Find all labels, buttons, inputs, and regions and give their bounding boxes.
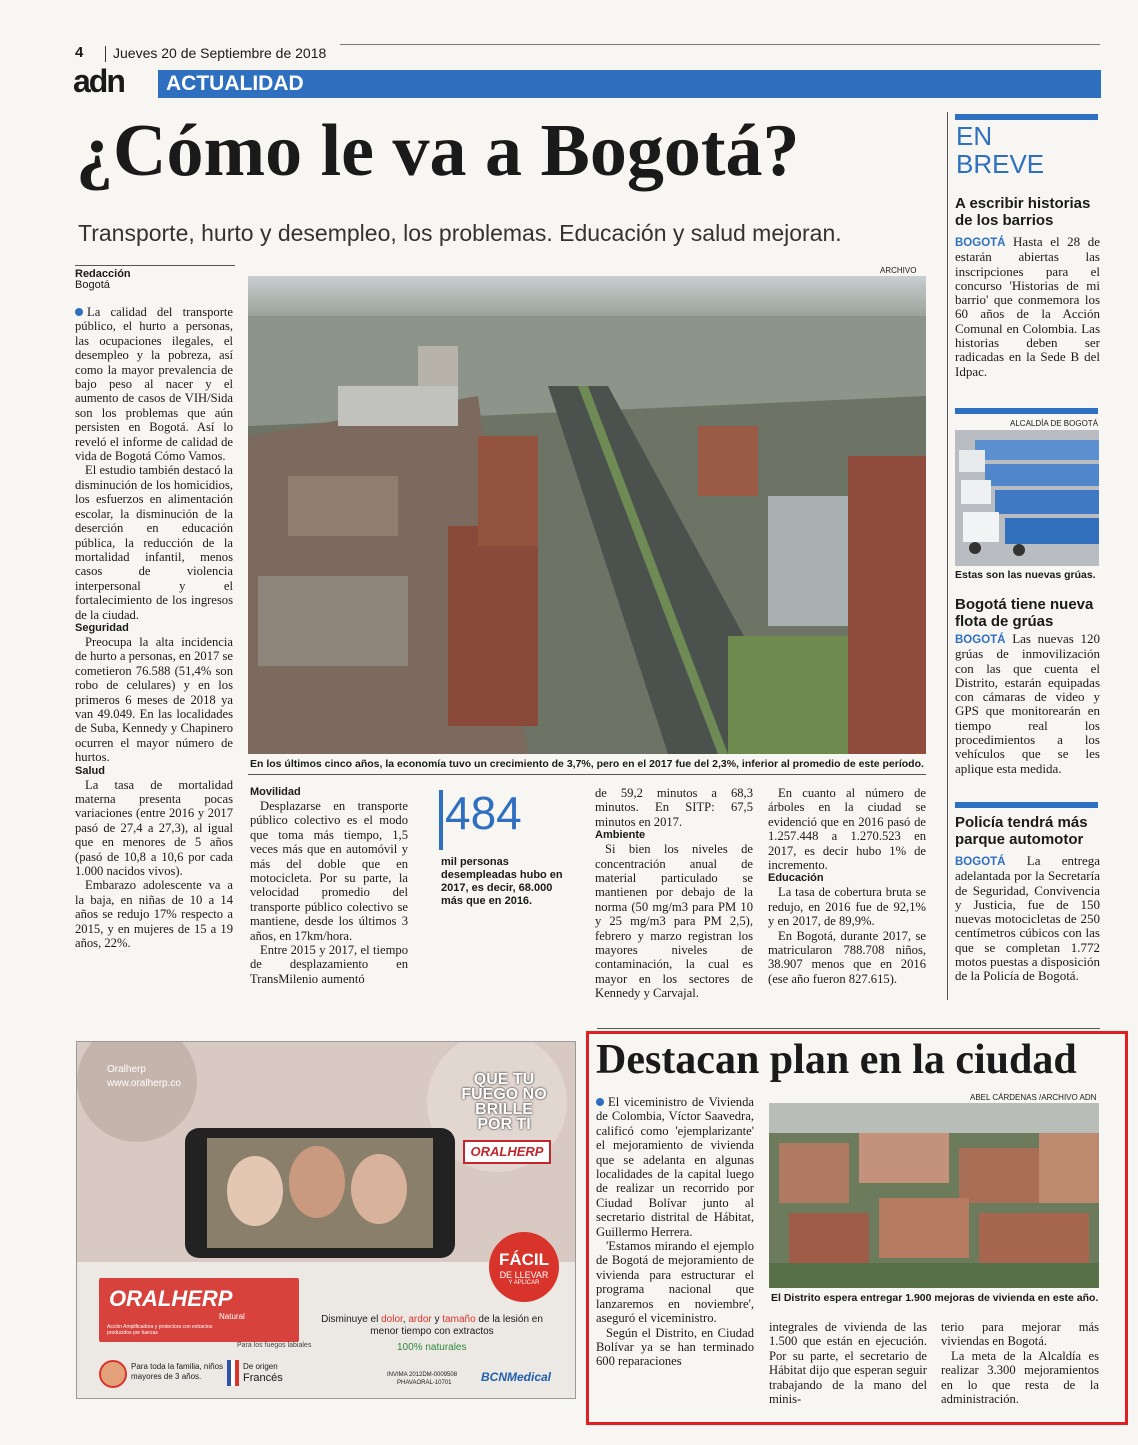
- family-icon: [99, 1360, 127, 1388]
- brief-photo-caption: Estas son las nuevas grúas.: [955, 569, 1096, 581]
- tow-trucks-photo: [955, 430, 1099, 566]
- brief-top-rule: [955, 114, 1098, 120]
- brief-title-breve: BREVE: [956, 149, 1045, 179]
- caption-rule: [248, 774, 926, 775]
- bullet-icon: [75, 308, 83, 316]
- ad-brand-tag: ORALHERP: [463, 1140, 551, 1164]
- plan-column-3: [941, 1320, 1099, 1406]
- brief-item-text: BOGOTÁ Las nuevas 120 grúas de inmovilización con las que cuenta el Distrito, estarán equipadas con cámaras de video y GPS que monitorearán en tiempo real los procedimientos a los vehículos que se les aplique esta medida.: [955, 631, 1100, 776]
- article-column-1: [75, 305, 233, 950]
- brief-item-3: [955, 814, 1100, 984]
- subheading-education: Educación: [768, 872, 824, 885]
- french-flag-icon: [227, 1360, 239, 1386]
- paragraph: El estudio también destacó la disminución de los homicidios, los esfuerzos en alimentación escolar, la disminución de la deserción en educación pública, la reducción de la mortalidad infantil, menos casos de violencia interpersonal y el fortalecimiento de los ingresos de la ciudad.: [75, 463, 233, 622]
- plan-photo-caption: El Distrito espera entregar 1.900 mejoras de vivienda en este año.: [771, 1292, 1099, 1304]
- box-brand: ORALHERP: [109, 1286, 233, 1311]
- ad-claim-natural: 100% naturales: [397, 1342, 467, 1353]
- photo-credit: ARCHIVO: [880, 266, 917, 275]
- article-column-4: [768, 786, 926, 986]
- subheading-environment: Ambiente: [595, 829, 646, 842]
- subheadline: Transporte, hurto y desempleo, los problemas. Educación y salud mejoran.: [78, 220, 842, 246]
- header-divider: [105, 46, 106, 62]
- tube-label: Para los fuegos labiales: [237, 1342, 312, 1349]
- brief-item-text: BOGOTÁ Hasta el 28 de estarán abiertas las inscripciones para el concurso 'Historias de mi barrio' que conmemora los 60 años de la Acción Comunal en Colombia. Las historias deben ser radicadas en la Sede B del Idpac.: [955, 234, 1100, 379]
- photo-caption: En los últimos cinco años, la economía tuvo un crecimiento de 3,7%, pero en el 2017 fue del 2,3%, inferior al promedio de este período.: [250, 758, 924, 770]
- page-title: ¿Cómo le va a Bogotá?: [76, 110, 800, 192]
- stat-number: 484: [445, 787, 522, 839]
- article-column-2: [250, 786, 408, 986]
- brief-photo-credit: ALCALDÍA DE BOGOTÁ: [1010, 419, 1099, 428]
- paragraph: Entre 2015 y 2017, el tiempo de desplazamiento en TransMilenio aumentó: [250, 943, 408, 986]
- subheading-health: Salud: [75, 764, 105, 777]
- invima-code: INVIMA 2012DM-0009508: [387, 1372, 458, 1378]
- plan-photo-credit: ABEL CÁRDENAS /ARCHIVO ADN: [970, 1093, 1097, 1102]
- subheading-mobility: Movilidad: [250, 786, 301, 798]
- article-column-3: [595, 786, 753, 1001]
- stat-accent-bar: [439, 790, 443, 850]
- paragraph: Preocupa la alta incidencia de hurto a personas, en 2017 se cometieron 76.588 (51,4% son robo de celulares) y en los primeros 6 meses de 2018 ya van 49.049. En las localidades de Suba, Kennedy y Chapinero ocurren el mayor número de hurtos.: [75, 634, 233, 765]
- byline: Redacción: [75, 265, 235, 280]
- phone-screen: [207, 1138, 433, 1248]
- stat-box: [425, 786, 577, 986]
- paragraph: 'Estamos mirando el ejemplo de Bogotá de mejoramiento de vivienda para estructurar el programa nacional que lanzaremos en noviembre', aseguró el viceministro.: [596, 1239, 754, 1326]
- adn-logo: adn: [73, 63, 124, 99]
- brief-item-text: BOGOTÁ La entrega adelantada por la Secretaría de Seguridad, Convivencia y Justicia, fue de 150 nuevas motocicletas de 250 centímetros cúbicos con las que se completan 1.772 motos puestas a disposición de la Policía de Bogotá.: [955, 853, 1101, 984]
- brief-title-en: EN: [956, 121, 993, 151]
- section-banner: ACTUALIDAD: [158, 70, 1101, 98]
- paragraph: La tasa de cobertura bruta se redujo, en 2016 fue de 92,1% y en 2017, de 89,9%.: [768, 885, 926, 929]
- paragraph: La calidad del transporte público, el hurto a personas, las ocupaciones ilegales, el desempleo y la pobreza, así como la mayor prevalencia de bajo peso al nacer y el aumento de casos de VIH/Sida son los problemas que aún persisten en Bogotá. Así lo reveló el informe de calidad de vida de Bogotá Cómo Vamos.: [75, 305, 233, 464]
- paragraph: Desplazarse en transporte público colectivo es el modo que toma más tiempo, 1,5 veces más que en automóvil y más del doble que en motocicleta. Por su parte, la velocidad promedio del transporte público colectivo se mantiene, desde los últimos 3 años, en 17km/hora.: [250, 799, 408, 943]
- family-text: Para toda la familia, niños mayores de 3 años.: [131, 1362, 224, 1381]
- product-box: [99, 1278, 299, 1342]
- ad-claim: Disminuye el dolor, ardor y tamaño de la lesión en menor tiempo con extractos: [321, 1314, 543, 1337]
- brief-item-title: Bogotá tiene nueva flota de grúas: [955, 596, 1094, 630]
- header-top-rule: [340, 44, 1100, 45]
- brief-item-2: [955, 596, 1100, 776]
- origin-country: Francés: [243, 1372, 283, 1384]
- plan-headline: Destacan plan en la ciudad: [596, 1037, 1077, 1083]
- paragraph: de 59,2 minutos a 68,3 minutos. En SITP: 67,5 minutos en 2017.: [595, 786, 753, 829]
- plan-column-2: [769, 1320, 927, 1406]
- oralherp-ad: [76, 1041, 576, 1399]
- brief-item-1: [955, 195, 1100, 379]
- paragraph: La tasa de mortalidad materna presenta pocas variaciones (entre 2016 y 2017 pasó de 27,4 a 27,3), al igual que en menores de 5 años (pasó de 10,8 a 10,6 por cada 1.000 nacidos vivos).: [75, 777, 233, 879]
- stat-description: mil personas desempleadas hubo en 2017, es decir, 68.000 más que en 2016.: [441, 856, 563, 907]
- social-handle: Oralherp: [107, 1064, 146, 1075]
- plan-column-1: [596, 1095, 754, 1369]
- phone-graphic: [185, 1128, 455, 1258]
- paragraph: terio para mejorar más viviendas en Bogotá.: [941, 1320, 1099, 1349]
- origin-label: De origen: [243, 1362, 278, 1371]
- plan-top-rule: [597, 1028, 1100, 1029]
- sidebar-divider: [947, 112, 948, 1000]
- ad-slogan: QUE TU FUEGO NO BRILLE POR TI: [461, 1071, 547, 1133]
- aerial-city-photo: [248, 276, 926, 754]
- social-url: www.oralherp.co: [107, 1078, 181, 1089]
- paragraph: Embarazo adolescente va a la baja, en niñas de 10 a 14 años se redujo 17% respecto a 2015, y en mujeres de 15 a 19 años, 22%.: [75, 878, 233, 951]
- box-subtitle: Natural: [219, 1312, 245, 1321]
- invima-code-2: PHAVAORAL-10701: [397, 1380, 452, 1386]
- bullet-icon: [596, 1098, 604, 1106]
- paragraph: El viceministro de Vivienda de Colombia, Víctor Saavedra, calificó como 'ejemplarizante' el mejoramiento de vivienda que se adelanta en algunas localidades de la capital luego de realizar un recorrido por Ciudad Bolívar junto al secretario distrital de Hábitat, Guillermo Herrera.: [596, 1095, 754, 1239]
- paragraph: integrales de vivienda de las 1.500 que están en ejecución. Por su parte, el secretario de Hábitat dijo que esperan seguir trabajando de la mano del minis-: [769, 1320, 927, 1407]
- paragraph: Según el Distrito, en Ciudad Bolívar ya se han terminado 600 reparaciones: [596, 1325, 754, 1369]
- brief-item-title: A escribir historias de los barrios: [955, 195, 1091, 229]
- dateline: Bogotá: [75, 279, 110, 291]
- paragraph: Si bien los niveles de concentración anual de material particulado se mantienen por debajo de la norma (50 mg/m3 para PM 10 y 25 mg/m3 para PM 2,5), febrero y marzo registran los mayores niveles de contaminación, la cual es mayor en los sectores de Kennedy y Carvajal.: [595, 842, 753, 1001]
- lab-logo: BCNMedical: [481, 1370, 552, 1384]
- paragraph: En Bogotá, durante 2017, se matricularon 788.708 niños, 38.907 menos que en 2016 (ese año fueron 827.615).: [768, 928, 926, 986]
- issue-date: Jueves 20 de Septiembre de 2018: [113, 45, 327, 61]
- paragraph: En cuanto al número de árboles en la ciudad se evidenció que en 2016 pasó de 1.257.448 a 1.270.523 en 2017, es decir hubo 1% de incremento.: [768, 786, 926, 873]
- subheading-security: Seguridad: [75, 621, 129, 634]
- easy-badge: FÁCIL DE LLEVAR Y APLICAR: [489, 1232, 559, 1302]
- housing-photo: [769, 1103, 1099, 1288]
- box-small-text: Acción Amplificadora y protectora con extractos producidos por fuerzas: [107, 1324, 213, 1336]
- brief-rule: [955, 802, 1098, 808]
- paragraph: La meta de la Alcaldía es realizar 3.300 mejoramientos en lo que resta de la administración.: [941, 1348, 1099, 1407]
- page-number: 4: [75, 44, 84, 61]
- brief-item-title: Policía tendrá más parque automotor: [955, 814, 1088, 848]
- brief-rule: [955, 408, 1098, 414]
